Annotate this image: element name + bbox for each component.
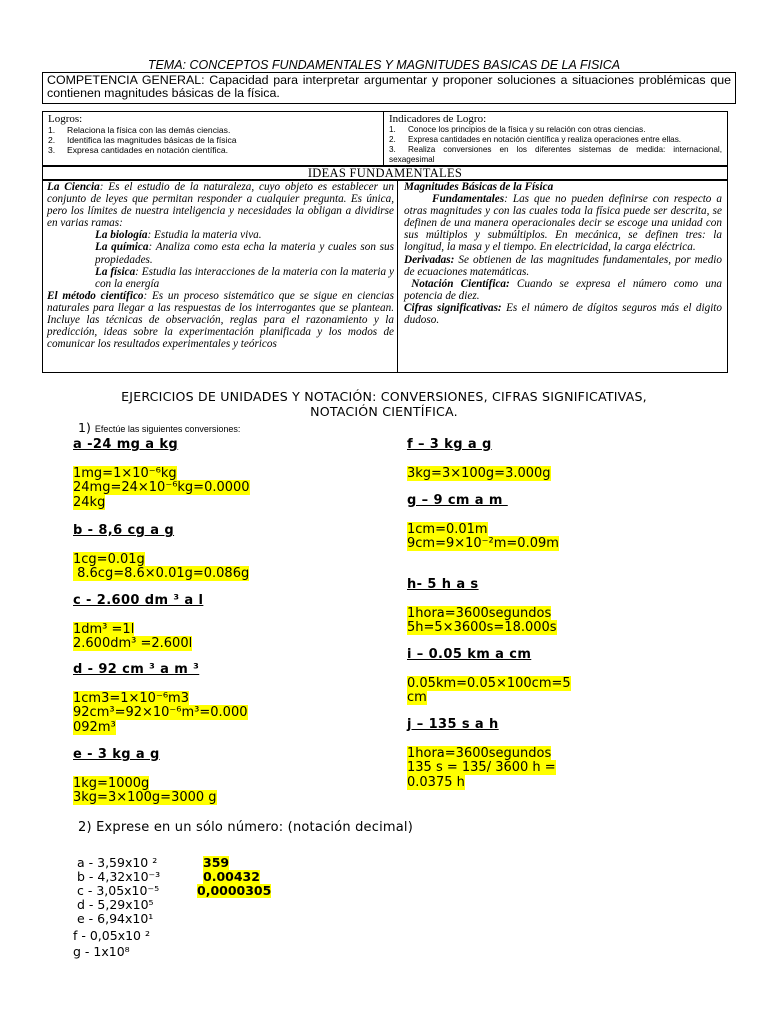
- exercise-line: 1kg=1000g: [73, 775, 150, 791]
- q2-item-f: f - 0,05x10 ²: [73, 928, 150, 943]
- q2-answer-a: 359: [203, 855, 230, 870]
- q2-answer-c: 0,0000305: [197, 883, 272, 898]
- notacion-term: Notación Científica:: [411, 277, 510, 290]
- exercise-f: [407, 438, 551, 481]
- indicador-text: Expresa cantidades en notación científica y realiza operaciones entre ellas.: [408, 135, 682, 144]
- exercise-g: [407, 494, 559, 552]
- question-1-text: Efectúe las siguientes conversiones:: [94, 424, 241, 434]
- fisica-paragraph: [47, 266, 394, 290]
- exercise-heading: e - 3 kg a g: [73, 747, 160, 762]
- question-2: [78, 820, 413, 835]
- quimica-paragraph: [47, 241, 394, 265]
- logro-item: [48, 125, 378, 135]
- exercise-line: 92cm³=92×10⁻⁶m³=0.000: [73, 705, 248, 720]
- exercise-heading: c - 2.600 dm ³ a l: [73, 593, 204, 608]
- question-1-number: 1): [78, 420, 91, 435]
- exercises-title-line2: NOTACIÓN CIENTÍFICA.: [310, 403, 458, 419]
- q2-item-b: b - 4,32x10⁻³: [77, 869, 161, 884]
- exercise-i: [407, 648, 571, 706]
- ideas-right-cell: [398, 180, 727, 372]
- magnitudes-heading: [404, 181, 722, 193]
- indicador-num: 2.: [389, 135, 396, 144]
- fisica-text: : Estudia las interacciones de la materia con la materia y con la energía: [95, 265, 394, 290]
- exercise-heading: j – 135 s a h: [407, 717, 499, 732]
- indicador-item: [389, 125, 722, 135]
- exercise-heading: a -24 mg a kg: [73, 437, 179, 452]
- exercise-a: [73, 438, 250, 510]
- exercise-d: [73, 663, 248, 735]
- exercise-j: [407, 718, 556, 790]
- derivadas-term: Derivadas:: [404, 253, 455, 266]
- ideas-heading: IDEAS FUNDAMENTALES: [42, 165, 728, 181]
- ideas-table: [42, 179, 728, 373]
- indicador-item: [389, 145, 722, 165]
- metodo-term: El método científico: [47, 289, 144, 302]
- q2-item-c: c - 3,05x10⁻⁵: [77, 883, 160, 898]
- indicador-num: 3.: [389, 145, 396, 154]
- magnitudes-term: Magnitudes Básicas de la Física: [404, 181, 554, 193]
- derivadas-text: Se obtienen de las magnitudes fundamentales, por medio de ecuaciones matemáticas.: [404, 253, 722, 278]
- logros-cell: [43, 112, 384, 166]
- exercise-line: 5h=5×3600s=18.000s: [407, 620, 557, 635]
- exercise-line: 3kg=3×100g=3000 g: [73, 790, 217, 805]
- logro-text: Relaciona la física con las demás ciencias.: [67, 125, 231, 135]
- logro-item: [48, 145, 378, 155]
- exercise-line: 1hora=3600segundos: [407, 605, 552, 621]
- q2-item-a: a - 3,59x10 ²: [77, 855, 158, 870]
- logro-item: [48, 135, 378, 145]
- exercise-line: 8.6cg=8.6×0.01g=0.086g: [73, 566, 250, 581]
- exercise-line: 9cm=9×10⁻²m=0.09m: [407, 536, 559, 551]
- ciencia-text: : Es el estudio de la naturaleza, cuyo objeto es establecer un conjunto de leyes que permitan responder a cualquier pregunta. Es única, pero los límites de nuestra inteligencia y necesidades la obligan a dividirse en varias ramas:: [47, 181, 394, 230]
- cifras-paragraph: [404, 302, 722, 326]
- logros-table: [42, 111, 728, 167]
- logros-heading: Logros:: [48, 113, 83, 125]
- fundamentales-paragraph: [404, 193, 722, 253]
- logro-text: Expresa cantidades en notación científica.: [67, 145, 228, 155]
- exercise-line: 0.05km=0.05×100cm=5: [407, 675, 571, 691]
- logro-num: 1.: [48, 125, 56, 135]
- indicador-item: [389, 135, 722, 145]
- exercises-title: [0, 390, 768, 419]
- exercise-h: [407, 578, 557, 636]
- fundamentales-text: : Las que no pueden definirse con respecto a otras magnitudes y con las cuales toda la física puede ser descrita, se definen de una manera operacionales decir se escoge una unidad con sus múltiplos y submúltiplos. En mecánica, se definen tres: la longitud, la masa y el tiempo. En electricidad, la carga eléctrica.: [404, 193, 722, 254]
- notacion-text: Cuando se expresa el número como una potencia de diez.: [404, 277, 723, 302]
- exercise-line: 3kg=3×100g=3.000g: [407, 465, 551, 481]
- notacion-paragraph: [404, 278, 722, 302]
- question-2-number: 2): [78, 820, 92, 835]
- fundamentales-term: Fundamentales: [432, 193, 505, 206]
- ciencia-term: La Ciencia: [47, 181, 100, 193]
- exercises-title-line1: EJERCICIOS DE UNIDADES Y NOTACIÓN: CONVERSIONES, CIFRAS SIGNIFICATIVAS,: [121, 389, 647, 404]
- exercise-line: 24kg: [73, 494, 106, 510]
- cifras-term: Cifras significativas:: [404, 301, 502, 314]
- exercise-heading: f – 3 kg a g: [407, 437, 492, 452]
- indicadores-cell: [384, 112, 727, 166]
- question-1: [78, 420, 240, 435]
- exercise-b: [73, 524, 249, 582]
- biologia-paragraph: [47, 229, 394, 241]
- exercise-line: 24mg=24×10⁻⁶kg=0.0000: [73, 480, 250, 495]
- exercise-e: [73, 748, 217, 806]
- q2-item-g: g - 1x10⁸: [73, 944, 130, 959]
- derivadas-paragraph: [404, 254, 722, 278]
- exercise-line: 1cm=0.01m: [407, 521, 488, 537]
- q2-item-d: d - 5,29x10⁵: [77, 897, 154, 912]
- exercise-heading: g – 9 cm a m: [407, 493, 508, 508]
- exercise-line: 1cg=0.01g: [73, 551, 145, 567]
- exercise-c: [73, 594, 203, 652]
- q2-item-e: e - 6,94x10¹: [77, 911, 154, 926]
- metodo-paragraph: [47, 290, 394, 350]
- exercise-line: 1cm3=1×10⁻⁶m3: [73, 690, 189, 706]
- ciencia-paragraph: [47, 181, 394, 229]
- exercise-line: 2.600dm³ =2.600l: [73, 636, 193, 651]
- ideas-left-cell: [43, 180, 398, 372]
- logro-num: 3.: [48, 145, 56, 155]
- q2-answer-b: 0.00432: [203, 869, 260, 884]
- indicador-text: Conoce los principios de la física y su relación con otras ciencias.: [408, 125, 646, 134]
- metodo-text: : Es un proceso sistemático que se sigue en ciencias naturales para llegar a las respuestas de los interrogantes que se plantean. Incluye las técnicas de observación, reglas para el razonamiento y la predicción, ideas sobre la experimentación planificada y los modos de comunicar los resultados experimentales y teóricos: [47, 289, 394, 351]
- exercise-line: 0.0375 h: [407, 774, 465, 790]
- quimica-text: : Analiza como esta echa la materia y cuales son sus propiedades.: [95, 241, 394, 266]
- exercise-line: 1hora=3600segundos: [407, 745, 552, 761]
- competencia-general: COMPETENCIA GENERAL: Capacidad para interpretar argumentar y proponer soluciones a situaciones problémicas que contienen magnitudes básicas de la física.: [42, 72, 736, 104]
- logro-text: Identifica las magnitudes básicas de la física: [67, 135, 237, 145]
- exercise-heading: i – 0.05 km a cm: [407, 647, 532, 662]
- cifras-text: Es el número de dígitos seguros más el digito dudoso.: [404, 301, 722, 327]
- exercise-line: 092m³: [73, 719, 116, 735]
- logro-num: 2.: [48, 135, 56, 145]
- question-2-text: Exprese en un sólo número: (notación decimal): [96, 820, 414, 835]
- exercise-heading: d - 92 cm ³ a m ³: [73, 662, 200, 677]
- exercise-line: cm: [407, 690, 427, 705]
- page-title: TEMA: CONCEPTOS FUNDAMENTALES Y MAGNITUDES BASICAS DE LA FISICA: [147, 58, 621, 72]
- biologia-text: : Estudia la materia viva.: [147, 229, 262, 242]
- exercise-heading: b - 8,6 cg a g: [73, 523, 175, 538]
- biologia-term: La biología: [95, 229, 148, 242]
- quimica-term: La química: [95, 241, 149, 254]
- fisica-term: La física: [95, 265, 136, 278]
- indicador-num: 1.: [389, 125, 396, 134]
- exercise-heading: h- 5 h a s: [407, 577, 479, 592]
- indicador-text: Realiza conversiones en los diferentes sistemas de medida: internacional, sexagesimal: [389, 145, 722, 164]
- exercise-line: 1dm³ =1l: [73, 621, 135, 637]
- exercise-line: 1mg=1×10⁻⁶kg: [73, 465, 177, 481]
- indicadores-heading: Indicadores de Logro:: [389, 113, 487, 125]
- exercise-line: 135 s = 135/ 3600 h =: [407, 760, 556, 775]
